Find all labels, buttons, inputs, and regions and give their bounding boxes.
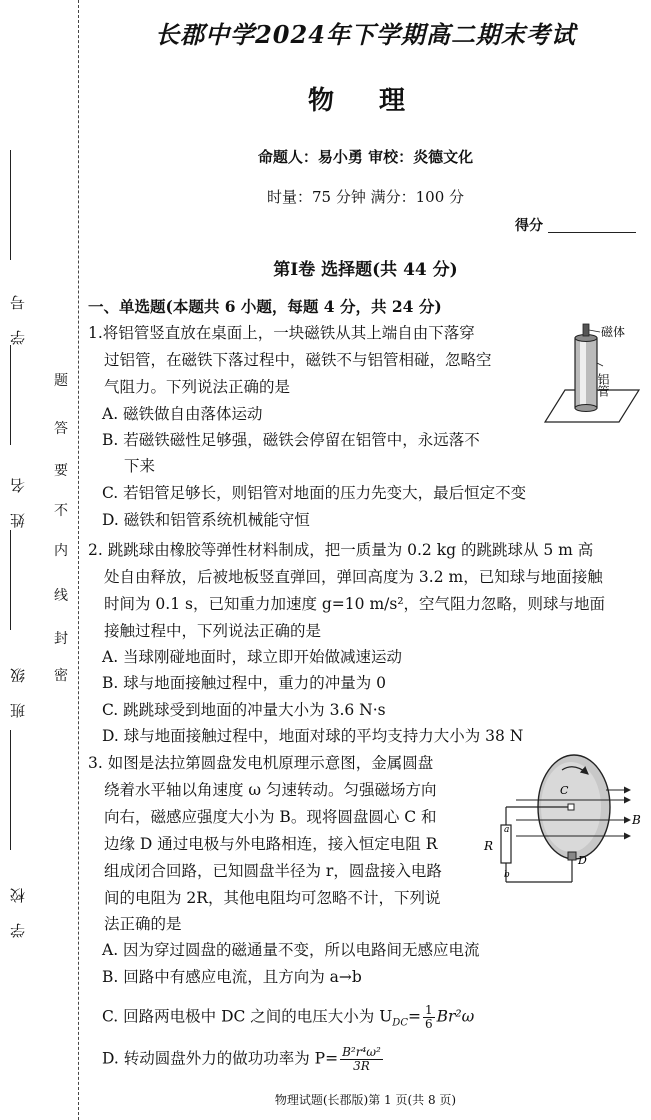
q3-stem-line: 法正确的是 — [104, 915, 182, 933]
q3-option-c-tail: Br²ω — [436, 1007, 475, 1026]
q3-option-c-eq: = — [407, 1007, 421, 1026]
class-blank[interactable] — [10, 530, 11, 630]
field-student-number: 学号 — [9, 275, 27, 345]
q3-option-c-fraction: $\frac{1}{6}$ — [424, 1003, 433, 1031]
name-blank[interactable] — [10, 345, 11, 445]
magnet-block — [583, 324, 589, 336]
label-R: R — [484, 839, 494, 853]
q1-option-a[interactable]: A. 磁铁做自由落体运动 — [102, 405, 263, 423]
q1-option-b[interactable]: B. 若磁铁磁性足够强，磁铁会停留在铝管中，永远落不 — [102, 431, 480, 449]
q2-stem-line: 时间为 0.1 s，已知重力加速度 g=10 m/s²，空气阻力忽略，则球与地面 — [104, 595, 606, 613]
label-tube: 铝管 — [596, 373, 610, 397]
time-score-line: 时量：75 分钟 满分：100 分 — [266, 188, 465, 206]
q3-option-d-text: D. 转动圆盘外力的做功功率为 P= — [102, 1049, 339, 1068]
q3-stem-line: 绕着水平轴以角速度 ω 匀速转动。匀强磁场方向 — [104, 781, 437, 799]
exam-title: 长郡中学2024年下学期高二期末考试 — [155, 20, 576, 49]
seal-char: 答 — [54, 421, 68, 437]
subject-title: 物 理 — [307, 86, 424, 116]
score-label: 得分 — [515, 218, 543, 234]
q3-option-b[interactable]: B. 回路中有感应电流，且方向为 a→b — [102, 968, 362, 986]
q2-option-a[interactable]: A. 当球刚碰地面时，球立即开始做减速运动 — [102, 648, 403, 666]
q3-option-a[interactable]: A. 因为穿过圆盘的磁通量不变，所以电路间无感应电流 — [102, 941, 480, 959]
q2-option-d[interactable]: D. 球与地面接触过程中，地面对球的平均支持力大小为 38 N — [102, 727, 524, 745]
seal-char: 不 — [54, 503, 68, 519]
q3-option-d[interactable] — [102, 1046, 383, 1073]
q3-stem-line: 组成闭合回路，已知圆盘半径为 r，圆盘接入电路 — [104, 862, 442, 880]
binding-margin — [0, 0, 80, 1120]
field-school: 学校 — [9, 868, 27, 938]
q3-option-c-sub: DC — [392, 1017, 408, 1029]
q1-option-c[interactable]: C. 若铝管足够长，则铝管对地面的压力先变大，最后恒定不变 — [102, 484, 527, 502]
q3-option-d-fraction: $\frac{\text{B²r⁴ω²}}{3R}$ — [342, 1045, 381, 1073]
q3-figure-faraday-disk — [476, 752, 646, 902]
q3-option-c[interactable] — [102, 1004, 474, 1035]
label-B: B — [632, 813, 641, 827]
label-C: C — [560, 784, 569, 797]
q1-option-d[interactable]: D. 磁铁和铝管系统机械能守恒 — [102, 511, 310, 529]
seal-char: 内 — [54, 543, 68, 559]
score-blank[interactable] — [548, 232, 636, 233]
seal-char: 密 — [54, 668, 68, 684]
q2-option-c[interactable]: C. 跳跳球受到地面的冲量大小为 3.6 N·s — [102, 701, 386, 719]
q3-option-c-text: C. 回路两电极中 DC 之间的电压大小为 U — [102, 1007, 393, 1026]
q1-stem-line: 过铝管，在磁铁下落过程中，磁铁不与铝管相碰，忽略空 — [104, 351, 492, 369]
label-magnet: 磁体 — [601, 325, 626, 339]
cut-line — [78, 0, 79, 1120]
seal-char: 线 — [54, 588, 68, 604]
seal-char: 要 — [54, 463, 68, 479]
q2-stem-line: 2. 跳跳球由橡胶等弹性材料制成，把一质量为 0.2 kg 的跳跳球从 5 m 高 — [88, 541, 594, 559]
seal-char: 题 — [54, 373, 68, 389]
q3-stem-line: 间的电阻为 2R，其他电阻均可忽略不计，下列说 — [104, 889, 441, 907]
page-footer: 物理试题(长郡版)第 1 页(共 8 页) — [274, 1093, 457, 1107]
q1-figure-aluminum-tube — [535, 318, 645, 430]
q3-stem-line: 3. 如图是法拉第圆盘发电机原理示意图，金属圆盘 — [88, 754, 434, 772]
edge-electrode — [568, 852, 576, 860]
field-class: 班级 — [9, 648, 27, 718]
q2-option-b[interactable]: B. 球与地面接触过程中，重力的冲量为 0 — [102, 674, 387, 692]
label-b: b — [504, 870, 510, 880]
q3-stem-line: 边缘 D 通过电极与外电路相连，接入恒定电阻 R — [104, 835, 438, 853]
q1-option-b-cont: 下来 — [124, 457, 156, 475]
q2-stem-line: 接触过程中，下列说法正确的是 — [104, 622, 322, 640]
q3-stem-line: 向右，磁感应强度大小为 B。现将圆盘圆心 C 和 — [104, 808, 437, 826]
q1-stem-line: 气阻力。下列说法正确的是 — [104, 378, 291, 396]
student-number-blank[interactable] — [10, 150, 11, 260]
seal-char: 封 — [54, 631, 68, 647]
label-a: a — [504, 825, 510, 835]
school-blank[interactable] — [10, 730, 11, 850]
center-electrode — [568, 804, 574, 810]
q2-stem-line: 处自由释放，后被地板竖直弹回，弹回高度为 3.2 m，已知球与地面接触 — [104, 568, 603, 586]
label-D: D — [578, 854, 587, 867]
section-title: 第Ⅰ卷 选择题(共 44 分) — [273, 260, 458, 280]
field-name: 姓名 — [9, 458, 27, 528]
part-one-heading: 一、单选题(本题共 6 小题，每题 4 分，共 24 分) — [88, 297, 442, 316]
q1-stem-line: 1.将铝管竖直放在桌面上，一块磁铁从其上端自由下落穿 — [88, 324, 475, 342]
authors-line: 命题人：易小勇 审校：炎德文化 — [257, 148, 474, 166]
